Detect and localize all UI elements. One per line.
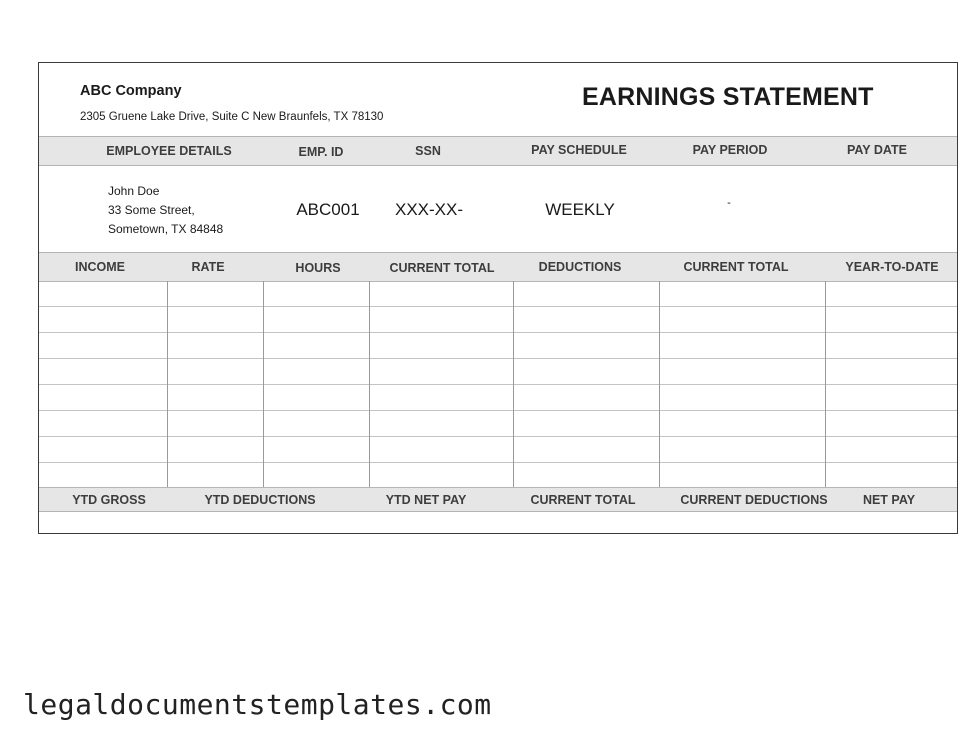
table-column-divider <box>825 281 826 488</box>
header-income: INCOME <box>75 260 125 274</box>
earnings-statement <box>38 62 958 534</box>
header-rate: RATE <box>191 260 225 274</box>
header-current-total: CURRENT TOTAL <box>389 261 495 275</box>
employee-name: John Doe <box>108 184 160 198</box>
header-ytd-gross: YTD GROSS <box>72 493 146 507</box>
header-employee-details: EMPLOYEE DETAILS <box>106 144 232 158</box>
header-deductions: DEDUCTIONS <box>538 260 622 274</box>
table-column-divider <box>659 281 660 488</box>
table-column-divider <box>167 281 168 488</box>
watermark: legaldocumentstemplates.com <box>23 688 492 721</box>
pay-schedule-value: WEEKLY <box>545 200 615 219</box>
header-year-to-date: YEAR-TO-DATE <box>845 260 939 274</box>
ssn-value: XXX-XX- <box>394 200 464 219</box>
header-pay-period: PAY PERIOD <box>692 143 768 157</box>
table-column-divider <box>263 281 264 488</box>
table-row-divider <box>39 384 957 385</box>
header-ytd-net-pay: YTD NET PAY <box>385 493 467 507</box>
emp-id-value: ABC001 <box>296 200 360 219</box>
table-column-divider <box>513 281 514 488</box>
header-ytd-deductions: YTD DEDUCTIONS <box>204 493 316 507</box>
employee-street: 33 Some Street, <box>108 203 195 217</box>
table-column-divider <box>369 281 370 488</box>
employee-header-band <box>39 136 957 166</box>
table-row-divider <box>39 306 957 307</box>
header-emp-id: EMP. ID <box>298 145 344 159</box>
earnings-table <box>39 281 957 488</box>
header-current-total-3: CURRENT TOTAL <box>530 493 636 507</box>
company-name: ABC Company <box>80 83 182 99</box>
employee-city: Sometown, TX 84848 <box>108 222 224 236</box>
table-row-divider <box>39 410 957 411</box>
header-ssn: SSN <box>415 144 441 158</box>
header-current-deductions: CURRENT DEDUCTIONS <box>680 493 828 507</box>
pay-period-value: - <box>727 197 731 209</box>
header-pay-schedule: PAY SCHEDULE <box>531 143 627 157</box>
document-title: EARNINGS STATEMENT <box>582 83 874 111</box>
header-pay-date: PAY DATE <box>847 143 907 157</box>
table-row-divider <box>39 462 957 463</box>
totals-header-band <box>39 487 957 512</box>
table-row-divider <box>39 332 957 333</box>
table-row-divider <box>39 358 957 359</box>
header-current-total-2: CURRENT TOTAL <box>683 260 789 274</box>
header-hours: HOURS <box>295 261 341 275</box>
company-address: 2305 Gruene Lake Drive, Suite C New Braunfels, TX 78130 <box>80 111 384 123</box>
table-row-divider <box>39 436 957 437</box>
earnings-header-band <box>39 252 957 282</box>
header-net-pay: NET PAY <box>862 493 916 507</box>
